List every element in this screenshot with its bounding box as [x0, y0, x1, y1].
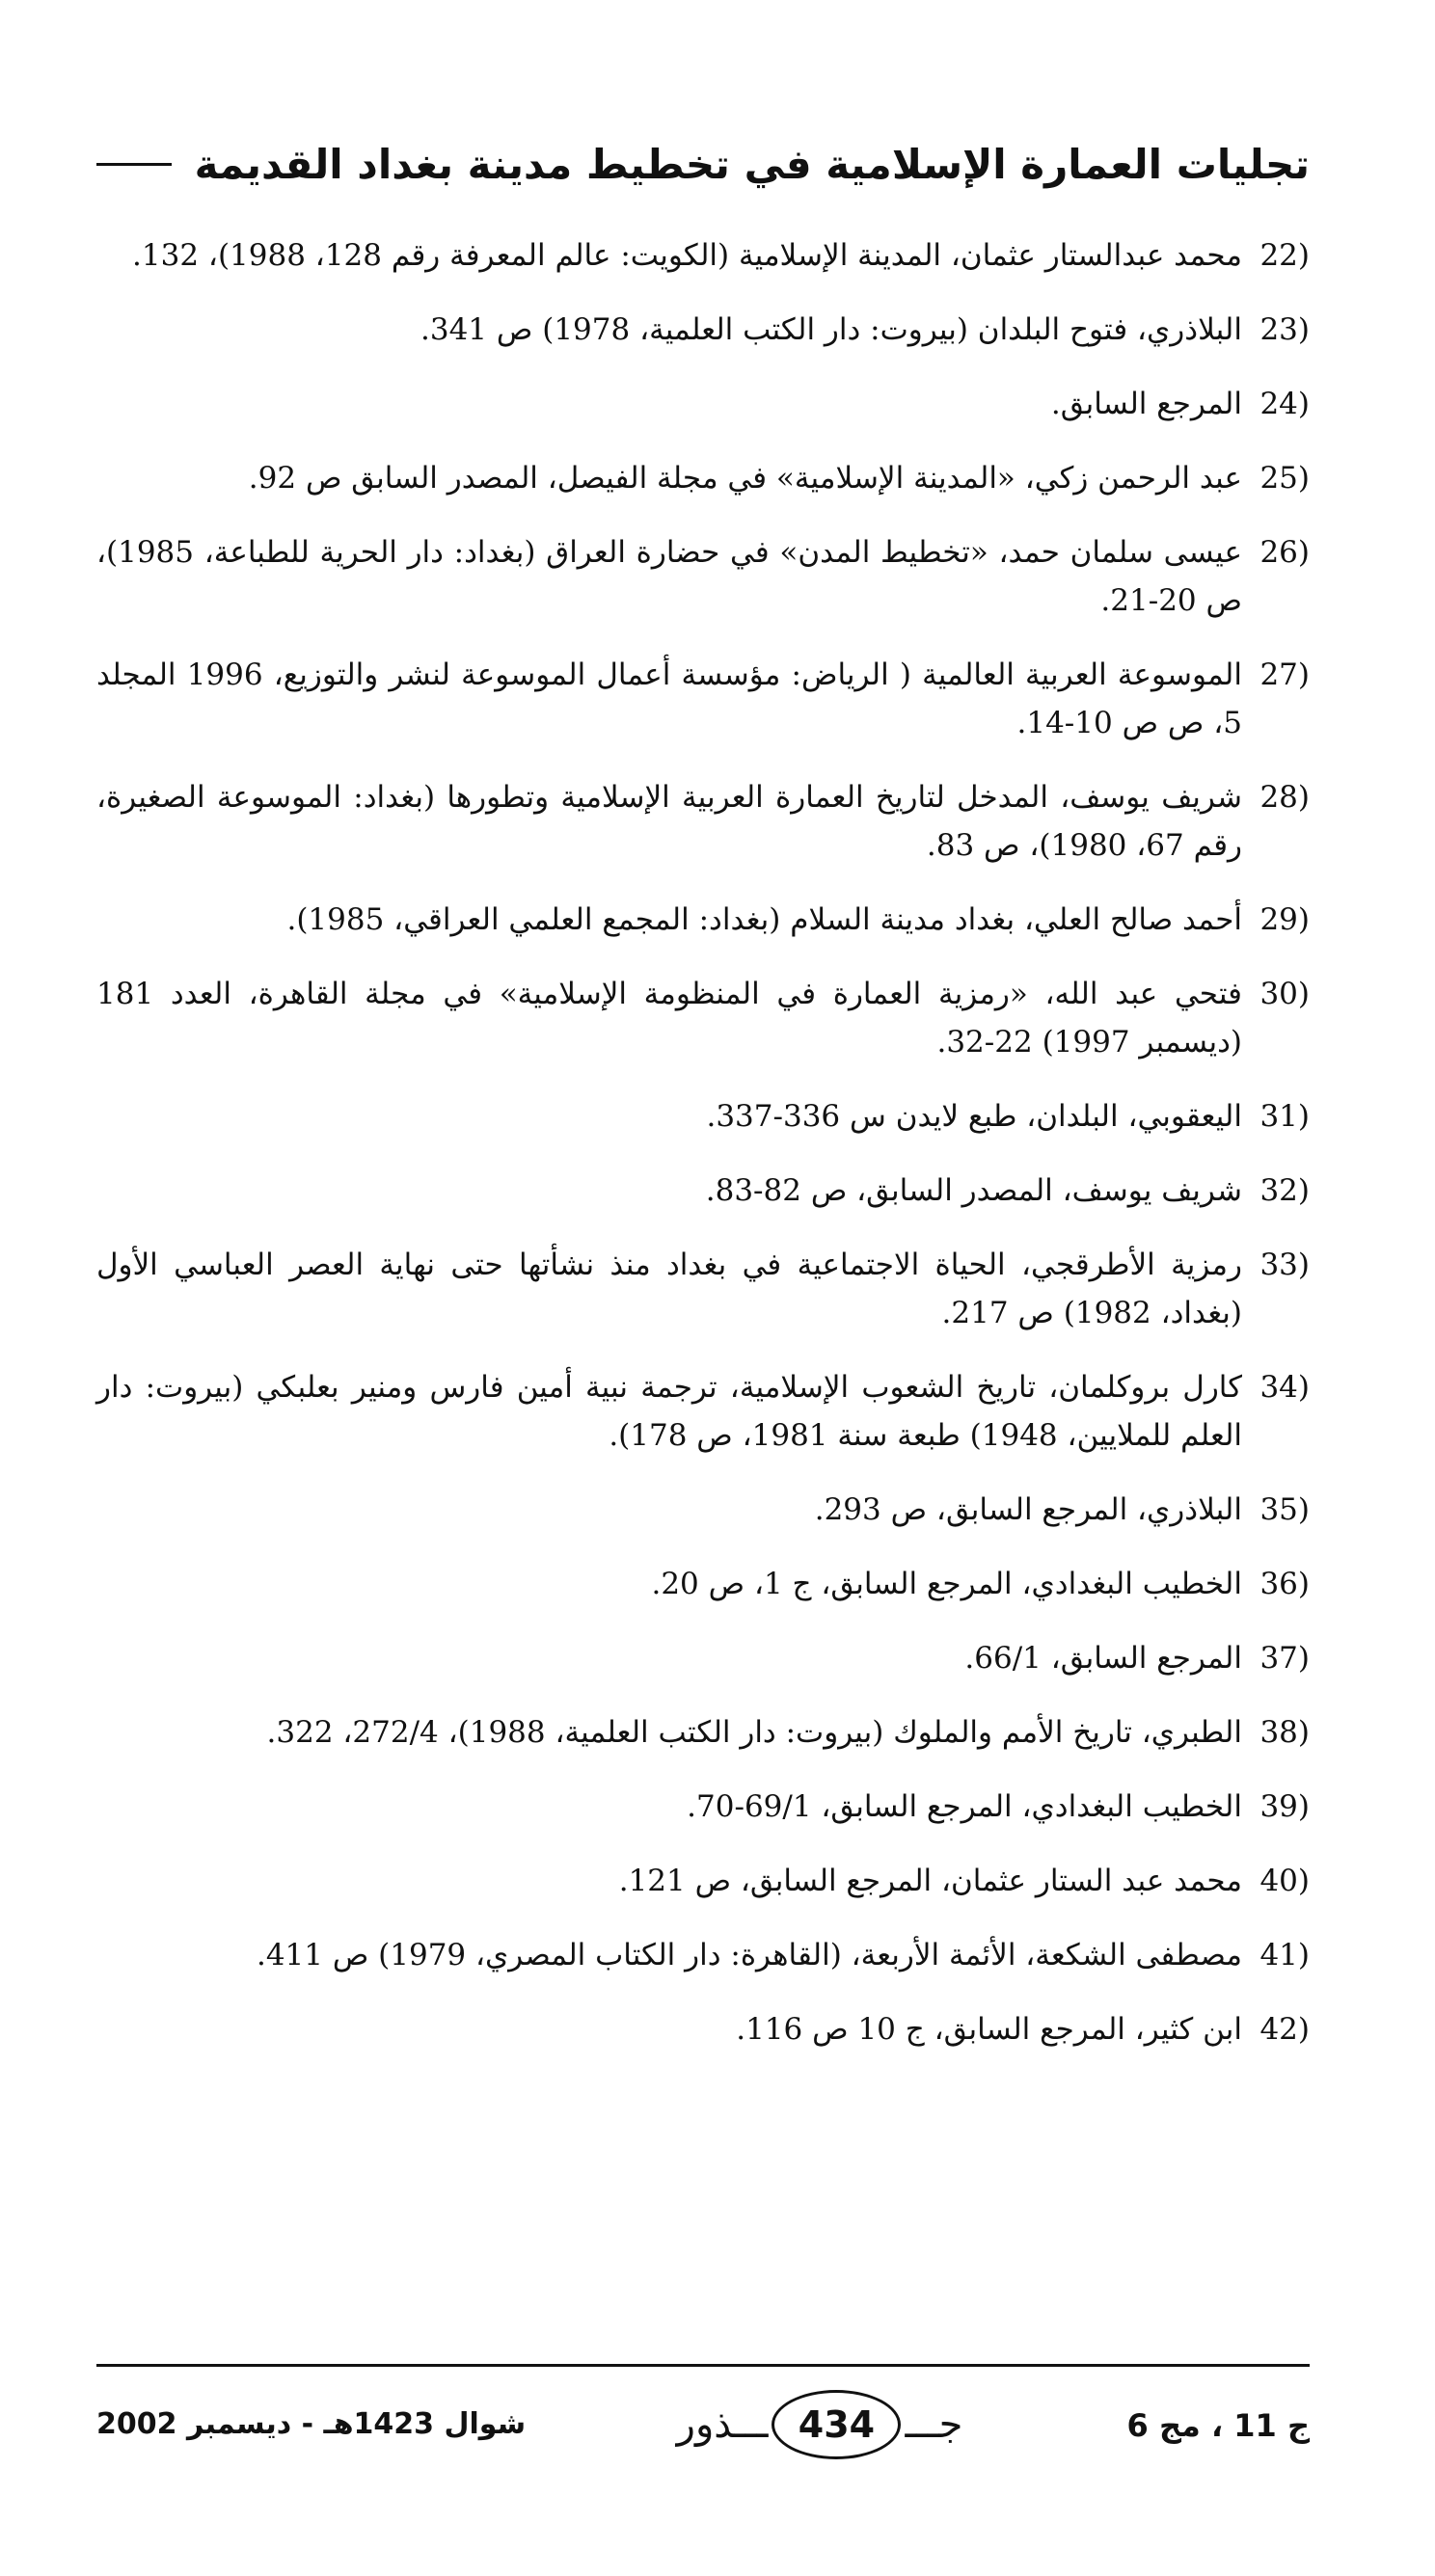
endnote-text: كارل بروكلمان، تاريخ الشعوب الإسلامية، ترجمة نبية أمين فارس ومنير بعلبكي (بيروت: دار العلم للملايين، 1948) طبعة سنة 1981، ص 178). [96, 1370, 1242, 1453]
endnote-text: اليعقوبي، البلدان، طبع لايدن س 336-337. [706, 1099, 1242, 1134]
endnote-32 [96, 1167, 1310, 1215]
endnote-number: 41) [1259, 1938, 1310, 1972]
endnote-38 [96, 1708, 1310, 1757]
footer-rule [96, 2364, 1310, 2367]
running-header [96, 125, 1310, 202]
endnote-text: المرجع السابق، 66/1. [964, 1641, 1242, 1676]
endnote-number: 33) [1259, 1248, 1310, 1282]
endnote-text: مصطفى الشكعة، الأئمة الأربعة، (القاهرة: دار الكتاب المصري، 1979) ص 411. [256, 1938, 1242, 1972]
issue-date: شوال 1423هـ - ديسمبر 2002 [96, 2407, 527, 2441]
endnote-41 [96, 1931, 1310, 1979]
endnote-number: 27) [1259, 657, 1310, 692]
endnote-29 [96, 896, 1310, 944]
endnote-28 [96, 773, 1310, 870]
endnote-text: ابن كثير، المرجع السابق، ج 10 ص 116. [736, 2012, 1242, 2047]
endnote-number: 39) [1259, 1789, 1310, 1824]
endnote-30 [96, 970, 1310, 1066]
endnote-text: الخطيب البغدادي، المرجع السابق، 69/1-70. [687, 1789, 1242, 1824]
endnote-31 [96, 1092, 1310, 1140]
running-title: تجليات العمارة الإسلامية في تخطيط مدينة بغداد القديمة [194, 140, 1310, 188]
endnote-text: شريف يوسف، المصدر السابق، ص 82-83. [705, 1173, 1242, 1208]
endnote-text: المرجع السابق. [1050, 387, 1242, 421]
endnote-number: 23) [1259, 312, 1310, 347]
endnote-42 [96, 2005, 1310, 2053]
endnotes-list [96, 231, 1310, 2080]
magazine-name-start: جـــ [905, 2402, 963, 2447]
magazine-name-with-page-number [636, 2386, 1003, 2463]
endnote-text: فتحي عبد الله، «رمزية العمارة في المنظومة الإسلامية» في مجلة القاهرة، العدد 181 (ديسمبر 1997) 22-32. [96, 977, 1242, 1060]
endnote-number: 34) [1259, 1370, 1310, 1405]
endnote-number: 37) [1259, 1641, 1310, 1676]
endnote-number: 28) [1259, 780, 1310, 815]
endnote-number: 30) [1259, 977, 1310, 1011]
endnote-number: 36) [1259, 1567, 1310, 1601]
endnote-text: أحمد صالح العلي، بغداد مدينة السلام (بغداد: المجمع العلمي العراقي، 1985). [286, 902, 1242, 937]
endnote-26 [96, 528, 1310, 625]
endnote-text: الخطيب البغدادي، المرجع السابق، ج 1، ص 20. [651, 1567, 1242, 1601]
endnote-number: 31) [1259, 1099, 1310, 1134]
endnote-text: الموسوعة العربية العالمية ( الرياض: مؤسسة أعمال الموسوعة لنشر والتوزيع، 1996 المجلد 5، ص ص 10-14. [96, 657, 1242, 740]
endnote-number: 42) [1259, 2012, 1310, 2047]
endnote-40 [96, 1857, 1310, 1905]
endnote-number: 26) [1259, 535, 1310, 570]
endnote-text: شريف يوسف، المدخل لتاريخ العمارة العربية الإسلامية وتطورها (بغداد: الموسوعة الصغيرة، رقم 67، 1980)، ص 83. [96, 780, 1242, 863]
endnote-22 [96, 231, 1310, 280]
endnote-text: رمزية الأطرقجي، الحياة الاجتماعية في بغداد منذ نشأتها حتى نهاية العصر العباسي الأول (بغداد، 1982) ص 217. [96, 1248, 1242, 1330]
page-number: 434 [772, 2390, 901, 2459]
header-rule [96, 163, 172, 166]
endnote-text: محمد عبدالستار عثمان، المدينة الإسلامية (الكويت: عالم المعرفة رقم 128، 1988)، 132. [132, 238, 1242, 273]
endnote-number: 40) [1259, 1864, 1310, 1898]
endnote-27 [96, 651, 1310, 747]
page-footer [96, 2386, 1310, 2473]
endnote-number: 22) [1259, 238, 1310, 273]
endnote-number: 35) [1259, 1492, 1310, 1527]
endnote-number: 24) [1259, 387, 1310, 421]
endnote-39 [96, 1783, 1310, 1831]
endnote-text: البلاذري، المرجع السابق، ص 293. [814, 1492, 1242, 1527]
endnote-text: محمد عبد الستار عثمان، المرجع السابق، ص 121. [618, 1864, 1242, 1898]
endnote-24 [96, 380, 1310, 428]
endnote-37 [96, 1634, 1310, 1682]
endnote-text: عبد الرحمن زكي، «المدينة الإسلامية» في مجلة الفيصل، المصدر السابق ص 92. [248, 461, 1242, 496]
endnote-34 [96, 1363, 1310, 1460]
endnote-36 [96, 1560, 1310, 1608]
endnote-text: الطبري، تاريخ الأمم والملوك (بيروت: دار الكتب العلمية، 1988)، 272/4، 322. [266, 1715, 1242, 1750]
endnote-35 [96, 1486, 1310, 1534]
issue-volume: ج 11 ، مج 6 [1126, 2407, 1310, 2444]
endnote-number: 25) [1259, 461, 1310, 496]
endnote-number: 38) [1259, 1715, 1310, 1750]
endnote-text: عيسى سلمان حمد، «تخطيط المدن» في حضارة العراق (بغداد: دار الحرية للطباعة، 1985)، ص 20-21. [96, 535, 1242, 618]
endnote-number: 32) [1259, 1173, 1310, 1208]
endnote-number: 29) [1259, 902, 1310, 937]
endnote-33 [96, 1241, 1310, 1337]
endnote-text: البلاذري، فتوح البلدان (بيروت: دار الكتب العلمية، 1978) ص 341. [420, 312, 1242, 347]
endnote-23 [96, 306, 1310, 354]
magazine-name-end: ـــذور [676, 2402, 769, 2447]
endnote-25 [96, 454, 1310, 502]
